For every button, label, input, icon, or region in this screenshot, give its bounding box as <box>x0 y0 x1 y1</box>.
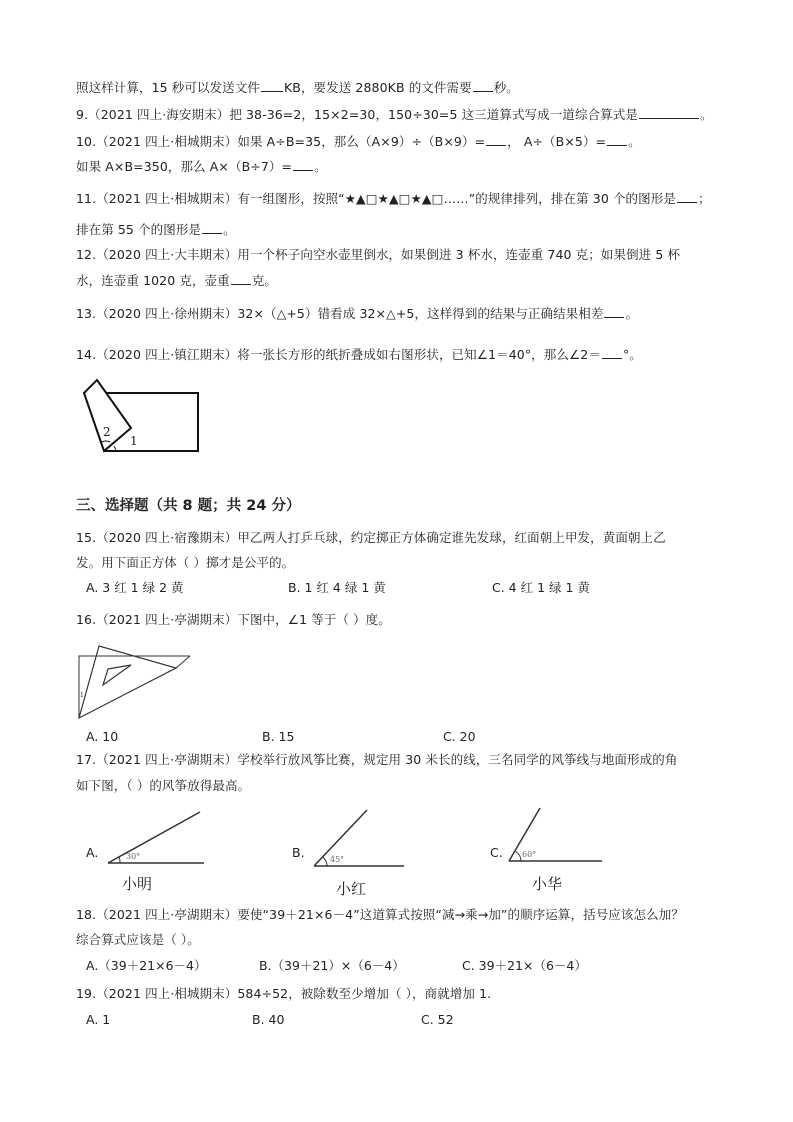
question-11-line-2 <box>76 221 236 238</box>
q8-text-b: KB，要发送 2880KB 的文件需要 <box>283 80 472 95</box>
question-15-line-2: 发。用下面正方体（ ）掷才是公平的。 <box>76 555 295 570</box>
question-end: 。 <box>314 159 327 174</box>
q8-blank-kb[interactable] <box>261 79 283 92</box>
option-a[interactable]: A. 1 <box>86 1012 111 1027</box>
option-a[interactable]: A.（39＋21×6－4） <box>86 958 207 973</box>
question-source: （2021 四上·相城期末） <box>96 986 238 1001</box>
option-b[interactable]: B. 15 <box>262 729 295 744</box>
question-text: 584÷52，被除数至少增加（ ），商就增加 1. <box>237 986 492 1001</box>
question-source: （2020 四上·宿豫期末） <box>96 530 238 545</box>
question-11 <box>76 190 711 207</box>
question-10-line-2 <box>76 158 327 175</box>
angle-2-label: 2 <box>103 425 111 439</box>
answer-blank[interactable] <box>639 106 699 119</box>
question-end: 。 <box>223 222 236 237</box>
question-end: 。 <box>700 107 713 122</box>
q8-text-a: 照这样计算，15 秒可以发送文件 <box>76 80 260 95</box>
angle-1-label: 1 <box>130 434 138 448</box>
angle-60-diagram <box>488 805 618 875</box>
question-text: 如果 A÷B=35，那么（A×9）÷（B×9）= <box>237 134 486 149</box>
answer-blank-1[interactable] <box>486 133 506 146</box>
question-text-b: ； <box>697 191 711 206</box>
answer-blank-3[interactable] <box>293 158 313 171</box>
question-number: 9. <box>76 107 89 122</box>
student-name: 小华 <box>532 875 563 893</box>
folded-rectangle-figure <box>70 370 220 460</box>
question-14 <box>76 346 642 363</box>
question-18-line-2: 综合算式应该是（ ）。 <box>76 932 200 947</box>
question-end: 。 <box>625 306 639 321</box>
question-number: 19. <box>76 986 97 1001</box>
question-number: 14. <box>76 347 97 362</box>
question-text-b: ， A÷（B×5）= <box>507 134 607 149</box>
question-number: 10. <box>76 134 97 149</box>
question-source: （2020 四上·大丰期末） <box>96 247 238 262</box>
question-end: °。 <box>622 347 642 362</box>
question-17 <box>76 752 677 768</box>
question-19 <box>76 986 491 1002</box>
question-number: 16. <box>76 612 97 627</box>
q8-blank-seconds[interactable] <box>473 79 493 92</box>
question-number: 15. <box>76 530 97 545</box>
question-source: （2021 四上·海安期末） <box>88 107 230 122</box>
section-heading: 三、选择题（共 8 题；共 24 分） <box>76 498 301 514</box>
question-number: 12. <box>76 247 97 262</box>
option-a[interactable]: A. 10 <box>86 729 119 744</box>
angle-label: 30° <box>126 852 141 861</box>
question-10 <box>76 133 641 150</box>
option-b[interactable]: B. 40 <box>252 1012 285 1027</box>
option-letter: A. <box>86 845 99 860</box>
folded-paper-diagram <box>70 370 220 460</box>
kite-option-a[interactable] <box>84 805 214 895</box>
question-text: 排在第 55 个的图形是 <box>76 222 202 237</box>
option-c[interactable]: C. 52 <box>421 1012 454 1027</box>
student-name: 小明 <box>122 875 153 893</box>
set-squares-figure <box>70 640 200 725</box>
answer-blank[interactable] <box>602 346 622 359</box>
question-source: （2021 四上·亭湖期末） <box>96 752 238 767</box>
question-number: 18. <box>76 907 97 922</box>
question-text: 甲乙两人打乒乓球，约定掷正方体确定谁先发球，红面朝上甲发，黄面朝上乙 <box>237 530 666 545</box>
student-name: 小红 <box>336 880 367 898</box>
option-c[interactable]: C. 20 <box>443 729 476 744</box>
option-letter: C. <box>490 845 503 860</box>
question-15 <box>76 530 666 546</box>
angle-1-label: 1 <box>80 692 84 699</box>
answer-blank[interactable] <box>231 272 251 285</box>
option-b[interactable]: B.（39＋21）×（6－4） <box>259 958 405 973</box>
question-source: （2021 四上·亭湖期末） <box>96 612 238 627</box>
question-text: 水，连壶重 1020 克，壶重 <box>76 273 230 288</box>
angle-30-diagram <box>84 805 214 875</box>
answer-blank-1[interactable] <box>677 190 697 203</box>
question-12 <box>76 247 680 263</box>
question-number: 13. <box>76 306 97 321</box>
question-source: （2021 四上·亭湖期末） <box>96 907 238 922</box>
question-9 <box>76 106 713 123</box>
question-text: 用一个杯子向空水壶里倒水，如果倒进 3 杯水，连壶重 740 克；如果倒进 5 杯 <box>237 247 681 262</box>
option-c[interactable]: C. 39＋21×（6－4） <box>462 958 587 973</box>
question-text: 下图中，∠1 等于（ ）度。 <box>237 612 391 627</box>
question-text: 要使“39＋21×6－4”这道算式按照“减→乘→加”的顺序运算，括号应该怎么加？ <box>237 907 684 922</box>
option-a[interactable]: A. 3 红 1 绿 2 黄 <box>86 580 184 595</box>
question-16 <box>76 612 391 628</box>
angle-45-diagram <box>290 805 420 875</box>
answer-blank-2[interactable] <box>607 133 627 146</box>
q8-continuation <box>76 79 519 96</box>
option-c[interactable]: C. 4 红 1 绿 1 黄 <box>492 580 590 595</box>
question-12-line-2 <box>76 272 277 289</box>
question-end: 克。 <box>251 273 277 288</box>
answer-blank[interactable] <box>604 305 624 318</box>
question-17-line-2: 如下图，（ ）的风筝放得最高。 <box>76 778 251 793</box>
kite-option-c[interactable] <box>488 805 618 895</box>
question-source: （2020 四上·徐州期末） <box>96 306 238 321</box>
question-text: 32×（△+5）错看成 32×△+5，这样得到的结果与正确结果相差 <box>237 306 604 321</box>
question-18 <box>76 907 684 923</box>
question-text: 有一组图形，按照“★▲□★▲□★▲□……”的规律排列，排在第 30 个的图形是 <box>237 191 676 206</box>
question-number: 11. <box>76 191 97 206</box>
question-source: （2021 四上·相城期末） <box>96 191 238 206</box>
option-letter: B. <box>292 845 305 860</box>
question-13 <box>76 305 638 322</box>
q8-text-c: 秒。 <box>493 80 519 95</box>
angle-label: 60° <box>522 850 537 859</box>
angle-label: 45° <box>330 855 345 864</box>
question-source: （2020 四上·镇江期末） <box>96 347 238 362</box>
question-source: （2021 四上·相城期末） <box>96 134 238 149</box>
question-text: 如果 A×B=350，那么 A×（B÷7）= <box>76 159 293 174</box>
question-end: 。 <box>628 134 641 149</box>
kite-option-b[interactable] <box>290 805 420 900</box>
question-text: 把 38-36=2，15×2=30，150÷30=5 这三道算式写成一道综合算式是 <box>229 107 638 122</box>
question-text: 将一张长方形的纸折叠成如右图形状，已知∠1＝40°，那么∠2＝ <box>237 347 601 362</box>
question-number: 17. <box>76 752 97 767</box>
answer-blank-2[interactable] <box>202 221 222 234</box>
triangle-rulers-diagram <box>70 640 200 725</box>
question-text: 学校举行放风筝比赛，规定用 30 米长的线，三名同学的风筝线与地面形成的角 <box>237 752 678 767</box>
option-b[interactable]: B. 1 红 4 绿 1 黄 <box>288 580 386 595</box>
